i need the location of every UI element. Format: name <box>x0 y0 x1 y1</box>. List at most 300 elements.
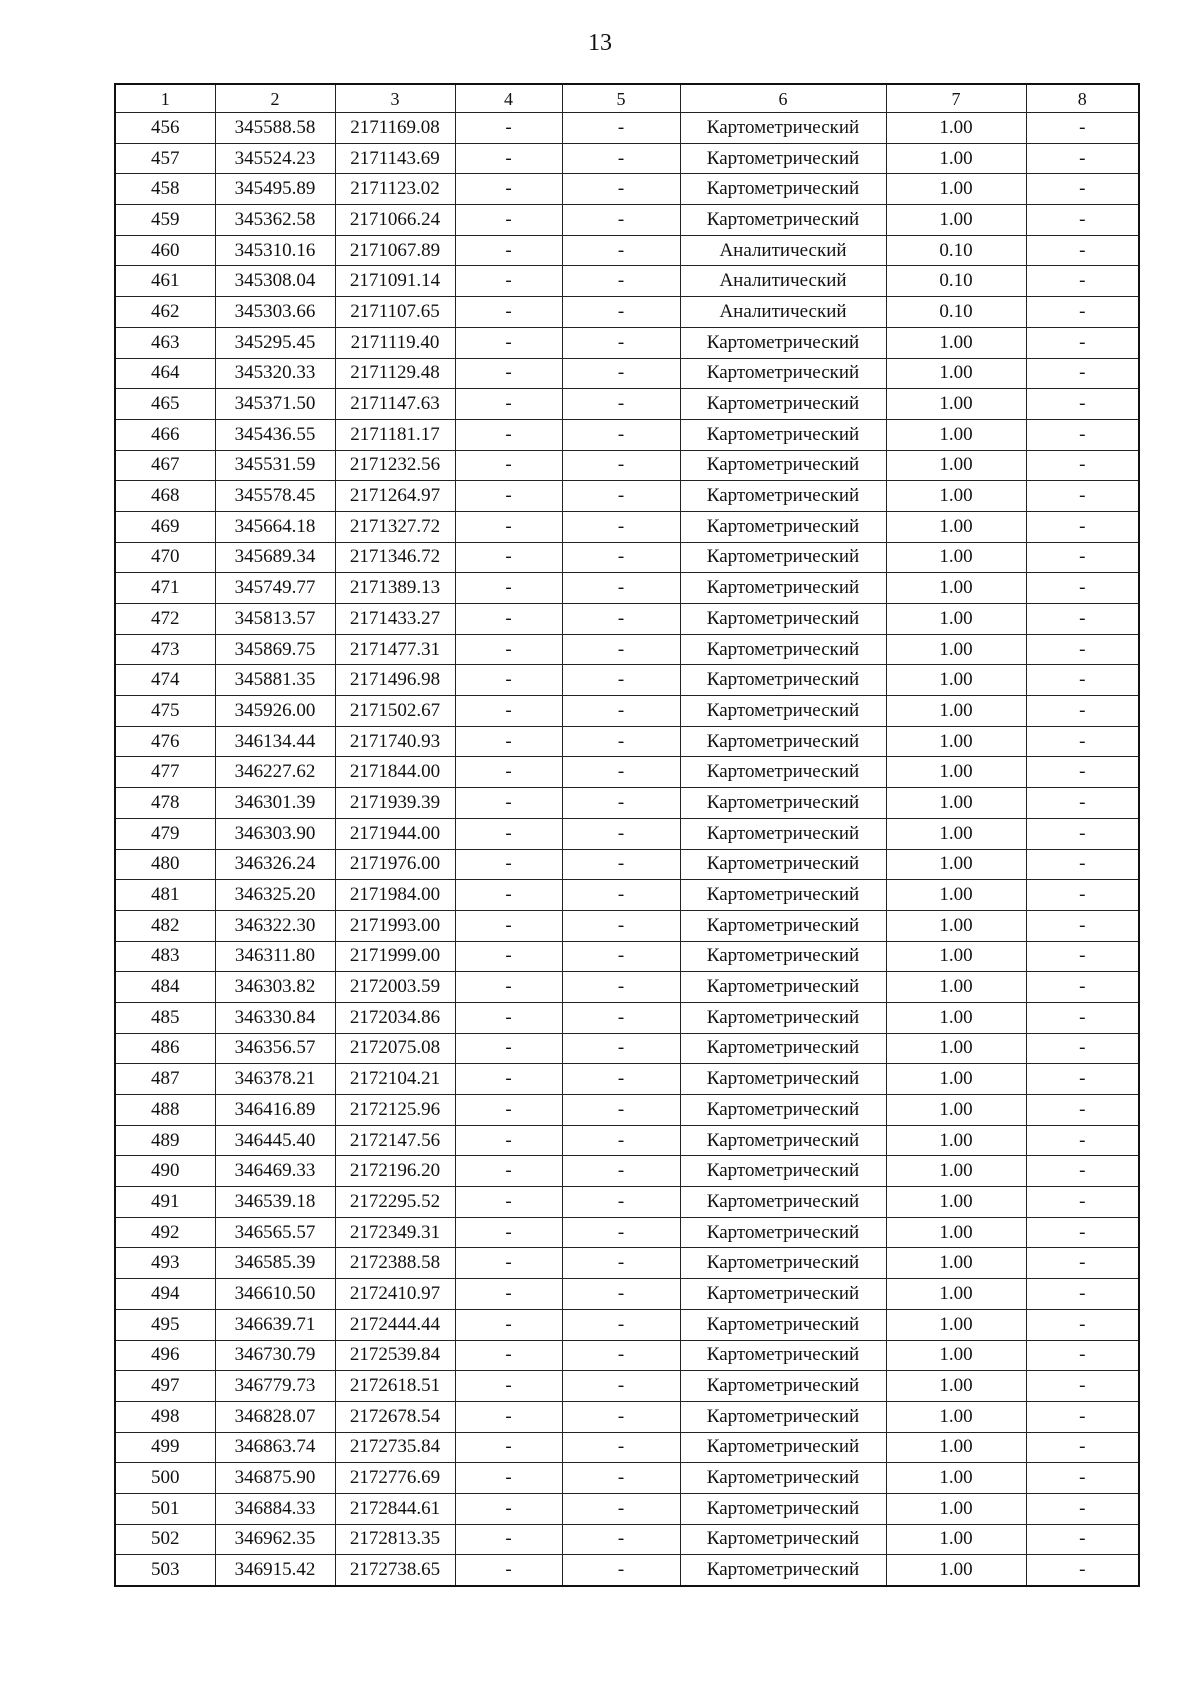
method-cell: Картометрический <box>680 174 886 205</box>
method-cell: Картометрический <box>680 849 886 880</box>
x-coordinate-cell: 345320.33 <box>215 358 335 389</box>
column-5-cell: - <box>562 113 680 144</box>
method-cell: Картометрический <box>680 1187 886 1218</box>
y-coordinate-cell: 2172735.84 <box>335 1432 455 1463</box>
table-row <box>115 757 1139 788</box>
method-cell: Картометрический <box>680 1248 886 1279</box>
table-row <box>115 1555 1139 1586</box>
method-cell: Картометрический <box>680 327 886 358</box>
method-cell: Картометрический <box>680 1064 886 1095</box>
column-8-cell: - <box>1026 757 1139 788</box>
accuracy-cell: 1.00 <box>886 1033 1026 1064</box>
accuracy-cell: 1.00 <box>886 1002 1026 1033</box>
method-cell: Аналитический <box>680 297 886 328</box>
point-number-cell: 478 <box>115 788 215 819</box>
method-cell: Картометрический <box>680 542 886 573</box>
x-coordinate-cell: 346378.21 <box>215 1064 335 1095</box>
point-number-cell: 498 <box>115 1401 215 1432</box>
method-cell: Картометрический <box>680 1002 886 1033</box>
table-row <box>115 266 1139 297</box>
y-coordinate-cell: 2171107.65 <box>335 297 455 328</box>
x-coordinate-cell: 345495.89 <box>215 174 335 205</box>
column-5-cell: - <box>562 1493 680 1524</box>
column-header: 4 <box>455 84 562 113</box>
method-cell: Картометрический <box>680 1309 886 1340</box>
column-5-cell: - <box>562 389 680 420</box>
column-4-cell: - <box>455 1156 562 1187</box>
point-number-cell: 492 <box>115 1217 215 1248</box>
column-8-cell: - <box>1026 1463 1139 1494</box>
column-header: 6 <box>680 84 886 113</box>
column-4-cell: - <box>455 1187 562 1218</box>
column-5-cell: - <box>562 880 680 911</box>
table-row <box>115 1309 1139 1340</box>
table-row <box>115 1401 1139 1432</box>
accuracy-cell: 1.00 <box>886 665 1026 696</box>
column-4-cell: - <box>455 941 562 972</box>
column-4-cell: - <box>455 143 562 174</box>
column-5-cell: - <box>562 1401 680 1432</box>
column-8-cell: - <box>1026 1432 1139 1463</box>
y-coordinate-cell: 2171123.02 <box>335 174 455 205</box>
column-8-cell: - <box>1026 604 1139 635</box>
y-coordinate-cell: 2171433.27 <box>335 604 455 635</box>
accuracy-cell: 1.00 <box>886 696 1026 727</box>
method-cell: Картометрический <box>680 1095 886 1126</box>
table-row <box>115 972 1139 1003</box>
column-8-cell: - <box>1026 726 1139 757</box>
column-8-cell: - <box>1026 941 1139 972</box>
column-8-cell: - <box>1026 1493 1139 1524</box>
column-header: 8 <box>1026 84 1139 113</box>
accuracy-cell: 1.00 <box>886 1156 1026 1187</box>
table-row <box>115 696 1139 727</box>
column-8-cell: - <box>1026 1524 1139 1555</box>
table-row <box>115 604 1139 635</box>
method-cell: Картометрический <box>680 941 886 972</box>
column-5-cell: - <box>562 1033 680 1064</box>
point-number-cell: 485 <box>115 1002 215 1033</box>
column-4-cell: - <box>455 1217 562 1248</box>
table-row <box>115 327 1139 358</box>
accuracy-cell: 1.00 <box>886 1555 1026 1586</box>
accuracy-cell: 1.00 <box>886 757 1026 788</box>
method-cell: Картометрический <box>680 481 886 512</box>
point-number-cell: 502 <box>115 1524 215 1555</box>
column-8-cell: - <box>1026 174 1139 205</box>
y-coordinate-cell: 2171169.08 <box>335 113 455 144</box>
accuracy-cell: 1.00 <box>886 358 1026 389</box>
y-coordinate-cell: 2172125.96 <box>335 1095 455 1126</box>
column-4-cell: - <box>455 297 562 328</box>
x-coordinate-cell: 346779.73 <box>215 1371 335 1402</box>
column-8-cell: - <box>1026 1217 1139 1248</box>
x-coordinate-cell: 346325.20 <box>215 880 335 911</box>
table-row <box>115 634 1139 665</box>
y-coordinate-cell: 2172776.69 <box>335 1463 455 1494</box>
method-cell: Картометрический <box>680 1493 886 1524</box>
point-number-cell: 477 <box>115 757 215 788</box>
column-4-cell: - <box>455 358 562 389</box>
point-number-cell: 466 <box>115 419 215 450</box>
column-8-cell: - <box>1026 205 1139 236</box>
point-number-cell: 480 <box>115 849 215 880</box>
table-row <box>115 1125 1139 1156</box>
x-coordinate-cell: 346134.44 <box>215 726 335 757</box>
table-row <box>115 1156 1139 1187</box>
y-coordinate-cell: 2171389.13 <box>335 573 455 604</box>
column-5-cell: - <box>562 726 680 757</box>
column-5-cell: - <box>562 1156 680 1187</box>
point-number-cell: 464 <box>115 358 215 389</box>
x-coordinate-cell: 346330.84 <box>215 1002 335 1033</box>
point-number-cell: 458 <box>115 174 215 205</box>
column-8-cell: - <box>1026 1371 1139 1402</box>
x-coordinate-cell: 346445.40 <box>215 1125 335 1156</box>
accuracy-cell: 1.00 <box>886 788 1026 819</box>
table-row <box>115 1524 1139 1555</box>
column-5-cell: - <box>562 1463 680 1494</box>
column-4-cell: - <box>455 972 562 1003</box>
column-8-cell: - <box>1026 481 1139 512</box>
table-row <box>115 511 1139 542</box>
accuracy-cell: 1.00 <box>886 205 1026 236</box>
accuracy-cell: 1.00 <box>886 1493 1026 1524</box>
method-cell: Картометрический <box>680 1279 886 1310</box>
y-coordinate-cell: 2171844.00 <box>335 757 455 788</box>
column-5-cell: - <box>562 419 680 450</box>
y-coordinate-cell: 2172410.97 <box>335 1279 455 1310</box>
x-coordinate-cell: 346585.39 <box>215 1248 335 1279</box>
column-8-cell: - <box>1026 1064 1139 1095</box>
column-4-cell: - <box>455 1371 562 1402</box>
column-5-cell: - <box>562 941 680 972</box>
table-row <box>115 849 1139 880</box>
y-coordinate-cell: 2172295.52 <box>335 1187 455 1218</box>
y-coordinate-cell: 2171091.14 <box>335 266 455 297</box>
accuracy-cell: 1.00 <box>886 1340 1026 1371</box>
accuracy-cell: 0.10 <box>886 266 1026 297</box>
table-row <box>115 1371 1139 1402</box>
column-4-cell: - <box>455 450 562 481</box>
x-coordinate-cell: 345531.59 <box>215 450 335 481</box>
x-coordinate-cell: 346301.39 <box>215 788 335 819</box>
method-cell: Картометрический <box>680 511 886 542</box>
x-coordinate-cell: 346875.90 <box>215 1463 335 1494</box>
column-4-cell: - <box>455 757 562 788</box>
table-row <box>115 1217 1139 1248</box>
point-number-cell: 461 <box>115 266 215 297</box>
point-number-cell: 476 <box>115 726 215 757</box>
y-coordinate-cell: 2172813.35 <box>335 1524 455 1555</box>
column-8-cell: - <box>1026 1279 1139 1310</box>
header-row <box>115 84 1139 113</box>
column-5-cell: - <box>562 235 680 266</box>
method-cell: Картометрический <box>680 818 886 849</box>
x-coordinate-cell: 346863.74 <box>215 1432 335 1463</box>
y-coordinate-cell: 2171066.24 <box>335 205 455 236</box>
column-5-cell: - <box>562 1432 680 1463</box>
column-5-cell: - <box>562 1248 680 1279</box>
column-4-cell: - <box>455 1033 562 1064</box>
column-4-cell: - <box>455 1493 562 1524</box>
y-coordinate-cell: 2171067.89 <box>335 235 455 266</box>
column-4-cell: - <box>455 818 562 849</box>
x-coordinate-cell: 346303.82 <box>215 972 335 1003</box>
column-4-cell: - <box>455 481 562 512</box>
column-5-cell: - <box>562 358 680 389</box>
method-cell: Картометрический <box>680 389 886 420</box>
method-cell: Картометрический <box>680 757 886 788</box>
table-row <box>115 389 1139 420</box>
point-number-cell: 474 <box>115 665 215 696</box>
column-8-cell: - <box>1026 266 1139 297</box>
table-row <box>115 419 1139 450</box>
y-coordinate-cell: 2172844.61 <box>335 1493 455 1524</box>
table-row <box>115 1493 1139 1524</box>
column-header: 1 <box>115 84 215 113</box>
accuracy-cell: 1.00 <box>886 1248 1026 1279</box>
y-coordinate-cell: 2171944.00 <box>335 818 455 849</box>
accuracy-cell: 1.00 <box>886 542 1026 573</box>
column-4-cell: - <box>455 542 562 573</box>
column-4-cell: - <box>455 1555 562 1586</box>
point-number-cell: 475 <box>115 696 215 727</box>
y-coordinate-cell: 2172539.84 <box>335 1340 455 1371</box>
method-cell: Картометрический <box>680 665 886 696</box>
column-5-cell: - <box>562 1371 680 1402</box>
point-number-cell: 483 <box>115 941 215 972</box>
table-row <box>115 1248 1139 1279</box>
accuracy-cell: 1.00 <box>886 389 1026 420</box>
x-coordinate-cell: 346915.42 <box>215 1555 335 1586</box>
column-8-cell: - <box>1026 1187 1139 1218</box>
column-5-cell: - <box>562 665 680 696</box>
column-4-cell: - <box>455 1524 562 1555</box>
accuracy-cell: 1.00 <box>886 818 1026 849</box>
accuracy-cell: 1.00 <box>886 910 1026 941</box>
table-row <box>115 542 1139 573</box>
point-number-cell: 479 <box>115 818 215 849</box>
accuracy-cell: 1.00 <box>886 726 1026 757</box>
point-number-cell: 473 <box>115 634 215 665</box>
accuracy-cell: 1.00 <box>886 880 1026 911</box>
method-cell: Картометрический <box>680 1217 886 1248</box>
table-row <box>115 880 1139 911</box>
accuracy-cell: 0.10 <box>886 297 1026 328</box>
table-row <box>115 1095 1139 1126</box>
table-row <box>115 1463 1139 1494</box>
table-row <box>115 573 1139 604</box>
column-8-cell: - <box>1026 1002 1139 1033</box>
x-coordinate-cell: 345308.04 <box>215 266 335 297</box>
accuracy-cell: 1.00 <box>886 1401 1026 1432</box>
accuracy-cell: 1.00 <box>886 941 1026 972</box>
column-5-cell: - <box>562 849 680 880</box>
table-row <box>115 665 1139 696</box>
x-coordinate-cell: 346311.80 <box>215 941 335 972</box>
x-coordinate-cell: 346356.57 <box>215 1033 335 1064</box>
point-number-cell: 481 <box>115 880 215 911</box>
column-5-cell: - <box>562 511 680 542</box>
column-5-cell: - <box>562 1309 680 1340</box>
y-coordinate-cell: 2172147.56 <box>335 1125 455 1156</box>
column-5-cell: - <box>562 634 680 665</box>
point-number-cell: 468 <box>115 481 215 512</box>
column-8-cell: - <box>1026 419 1139 450</box>
method-cell: Картометрический <box>680 972 886 1003</box>
column-4-cell: - <box>455 604 562 635</box>
column-8-cell: - <box>1026 910 1139 941</box>
method-cell: Картометрический <box>680 419 886 450</box>
x-coordinate-cell: 346610.50 <box>215 1279 335 1310</box>
column-5-cell: - <box>562 910 680 941</box>
point-number-cell: 484 <box>115 972 215 1003</box>
point-number-cell: 460 <box>115 235 215 266</box>
table-row <box>115 113 1139 144</box>
column-5-cell: - <box>562 174 680 205</box>
table-row <box>115 358 1139 389</box>
y-coordinate-cell: 2171327.72 <box>335 511 455 542</box>
point-number-cell: 496 <box>115 1340 215 1371</box>
x-coordinate-cell: 345664.18 <box>215 511 335 542</box>
table-row <box>115 1187 1139 1218</box>
column-4-cell: - <box>455 1401 562 1432</box>
column-5-cell: - <box>562 450 680 481</box>
method-cell: Картометрический <box>680 1432 886 1463</box>
method-cell: Картометрический <box>680 880 886 911</box>
column-header: 2 <box>215 84 335 113</box>
x-coordinate-cell: 346326.24 <box>215 849 335 880</box>
x-coordinate-cell: 345881.35 <box>215 665 335 696</box>
column-4-cell: - <box>455 849 562 880</box>
y-coordinate-cell: 2172618.51 <box>335 1371 455 1402</box>
column-header: 3 <box>335 84 455 113</box>
x-coordinate-cell: 346322.30 <box>215 910 335 941</box>
method-cell: Картометрический <box>680 1463 886 1494</box>
column-4-cell: - <box>455 1340 562 1371</box>
column-header: 7 <box>886 84 1026 113</box>
accuracy-cell: 1.00 <box>886 1064 1026 1095</box>
column-8-cell: - <box>1026 450 1139 481</box>
column-header: 5 <box>562 84 680 113</box>
column-8-cell: - <box>1026 1309 1139 1340</box>
x-coordinate-cell: 345813.57 <box>215 604 335 635</box>
column-4-cell: - <box>455 1125 562 1156</box>
point-number-cell: 462 <box>115 297 215 328</box>
y-coordinate-cell: 2172104.21 <box>335 1064 455 1095</box>
point-number-cell: 491 <box>115 1187 215 1218</box>
method-cell: Картометрический <box>680 604 886 635</box>
x-coordinate-cell: 345749.77 <box>215 573 335 604</box>
column-8-cell: - <box>1026 665 1139 696</box>
point-number-cell: 471 <box>115 573 215 604</box>
point-number-cell: 499 <box>115 1432 215 1463</box>
point-number-cell: 463 <box>115 327 215 358</box>
column-8-cell: - <box>1026 634 1139 665</box>
column-4-cell: - <box>455 205 562 236</box>
table-row <box>115 910 1139 941</box>
column-4-cell: - <box>455 1064 562 1095</box>
column-5-cell: - <box>562 297 680 328</box>
y-coordinate-cell: 2172388.58 <box>335 1248 455 1279</box>
method-cell: Картометрический <box>680 143 886 174</box>
point-number-cell: 482 <box>115 910 215 941</box>
coordinates-table <box>114 83 1140 1587</box>
method-cell: Аналитический <box>680 235 886 266</box>
y-coordinate-cell: 2171232.56 <box>335 450 455 481</box>
y-coordinate-cell: 2171181.17 <box>335 419 455 450</box>
method-cell: Картометрический <box>680 113 886 144</box>
x-coordinate-cell: 345926.00 <box>215 696 335 727</box>
y-coordinate-cell: 2171143.69 <box>335 143 455 174</box>
column-8-cell: - <box>1026 788 1139 819</box>
column-5-cell: - <box>562 1095 680 1126</box>
column-8-cell: - <box>1026 1156 1139 1187</box>
table-body <box>115 113 1139 1587</box>
point-number-cell: 501 <box>115 1493 215 1524</box>
method-cell: Картометрический <box>680 1340 886 1371</box>
accuracy-cell: 1.00 <box>886 1217 1026 1248</box>
accuracy-cell: 1.00 <box>886 174 1026 205</box>
point-number-cell: 470 <box>115 542 215 573</box>
column-8-cell: - <box>1026 1401 1139 1432</box>
point-number-cell: 486 <box>115 1033 215 1064</box>
x-coordinate-cell: 345310.16 <box>215 235 335 266</box>
column-8-cell: - <box>1026 235 1139 266</box>
accuracy-cell: 1.00 <box>886 511 1026 542</box>
x-coordinate-cell: 345588.58 <box>215 113 335 144</box>
x-coordinate-cell: 346828.07 <box>215 1401 335 1432</box>
y-coordinate-cell: 2172738.65 <box>335 1555 455 1586</box>
x-coordinate-cell: 346227.62 <box>215 757 335 788</box>
accuracy-cell: 1.00 <box>886 113 1026 144</box>
column-5-cell: - <box>562 542 680 573</box>
method-cell: Картометрический <box>680 450 886 481</box>
y-coordinate-cell: 2172678.54 <box>335 1401 455 1432</box>
column-4-cell: - <box>455 1002 562 1033</box>
method-cell: Картометрический <box>680 726 886 757</box>
y-coordinate-cell: 2172075.08 <box>335 1033 455 1064</box>
method-cell: Картометрический <box>680 696 886 727</box>
y-coordinate-cell: 2171939.39 <box>335 788 455 819</box>
method-cell: Картометрический <box>680 1555 886 1586</box>
method-cell: Картометрический <box>680 1524 886 1555</box>
x-coordinate-cell: 345436.55 <box>215 419 335 450</box>
column-4-cell: - <box>455 389 562 420</box>
table-row <box>115 143 1139 174</box>
accuracy-cell: 0.10 <box>886 235 1026 266</box>
table-row <box>115 174 1139 205</box>
column-5-cell: - <box>562 696 680 727</box>
column-5-cell: - <box>562 573 680 604</box>
column-8-cell: - <box>1026 389 1139 420</box>
x-coordinate-cell: 345295.45 <box>215 327 335 358</box>
method-cell: Картометрический <box>680 1401 886 1432</box>
column-8-cell: - <box>1026 849 1139 880</box>
method-cell: Картометрический <box>680 788 886 819</box>
x-coordinate-cell: 346884.33 <box>215 1493 335 1524</box>
y-coordinate-cell: 2171346.72 <box>335 542 455 573</box>
page-number: 13 <box>588 30 612 56</box>
column-5-cell: - <box>562 1187 680 1218</box>
method-cell: Картометрический <box>680 1156 886 1187</box>
y-coordinate-cell: 2172349.31 <box>335 1217 455 1248</box>
column-4-cell: - <box>455 235 562 266</box>
column-8-cell: - <box>1026 972 1139 1003</box>
column-5-cell: - <box>562 604 680 635</box>
column-4-cell: - <box>455 511 562 542</box>
